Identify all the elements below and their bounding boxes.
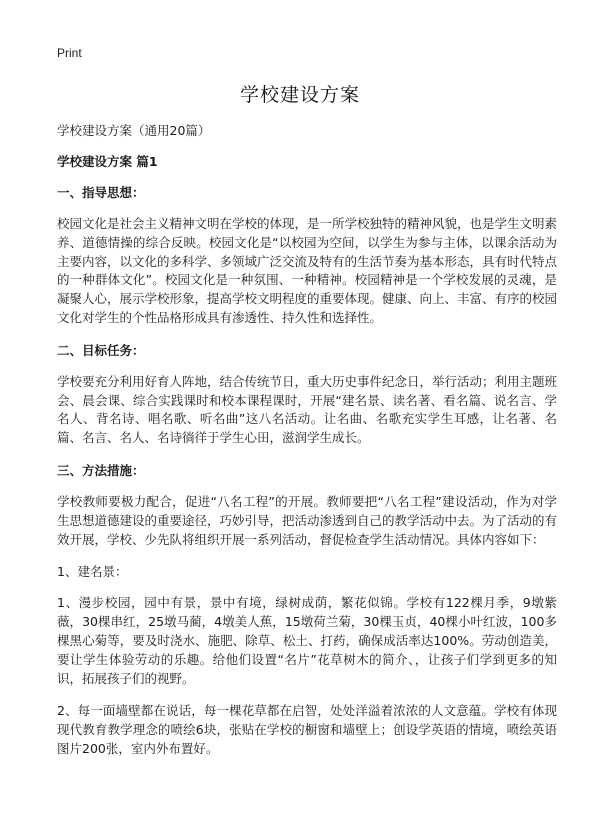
item-paragraph: 2、每一面墙壁都在说话，每一棵花草都在启智，处处洋溢着浓浓的人文意蕴。学校有体现现代教育教学理念的喷绘6块，张贴在学校的橱窗和墙壁上；创设学英语的情境，喷绘英语图片200张，室内外布置好。 <box>57 703 557 756</box>
print-label: Print <box>57 46 82 60</box>
section-paragraph: 学校要充分利用好育人阵地，结合传统节日，重大历史事件纪念日，举行活动；利用主题班会、晨会课、综合实践课时和校本课程课时，开展“建名景、读名著、看名篇、说名言、学名人、背名诗、唱名歌、听名曲”这八名活动。让名曲、名歌充实学生耳感，让名著、名篇、名言、名人、名诗徜徉于学生心田，滋润学生成长。 <box>57 373 558 446</box>
item-heading: 1、建名景： <box>57 564 128 580</box>
section-heading-goals: 二、目标任务： <box>57 342 145 358</box>
section-heading-methods: 三、方法措施： <box>57 462 145 478</box>
article-title: 学校建设方案 篇1 <box>57 154 158 169</box>
section-heading-guiding-ideology: 一、指导思想： <box>57 185 145 200</box>
item-paragraph: 1、漫步校园，园中有景，景中有境，绿树成荫，繁花似锦。学校有122棵月季，9墩紫薇，30棵串红，25墩马蔺，4墩美人蕉，15墩荷兰菊，30棵玉贞，40棵小叶红波，100多棵黑心菊等，要及时浇水、施肥、除草、松土、打药，确保成活率达100%。劳动创造美，要让学生体验劳动的乐趣。给他们设置“名片”花草树木的简介、，让孩子们学到更多的知识，拓展孩子们的视野。 <box>57 595 557 686</box>
document-subtitle: 学校建设方案（通用20篇） <box>57 123 211 138</box>
section-paragraph: 校园文化是社会主义精神文明在学校的体现，是一所学校独特的精神风貌，也是学生文明素养、道德情操的综合反映。校园文化是“以校园为空间，以学生为参与主体，以课余活动为主要内容，以文化的多科学、多领域广泛交流及特有的生活节奏为基本形态，具有时代特点的一种群体文化”。校园文化是一种氛围、一种精神。校园精神是一个学校发展的灵魂，是凝聚人心，展示学校形象，提高学校文明程度的重要体现。健康、向上、丰富、有序的校园文化对学生的个性品格形成具有渗透性、持久性和选择性。 <box>57 216 558 325</box>
section-paragraph: 学校教师要极力配合，促进“八名工程”的开展。教师要把“八名工程”建设活动，作为对学生思想道德建设的重要途径，巧妙引导，把活动渗透到自己的教学活动中去。为了活动的有效开展，学校、少先队将组织开展一系列活动，督促检查学生活动情况。具体内容如下： <box>57 493 558 547</box>
document-body <box>57 122 557 773</box>
document-title: 学校建设方案 <box>239 84 360 106</box>
